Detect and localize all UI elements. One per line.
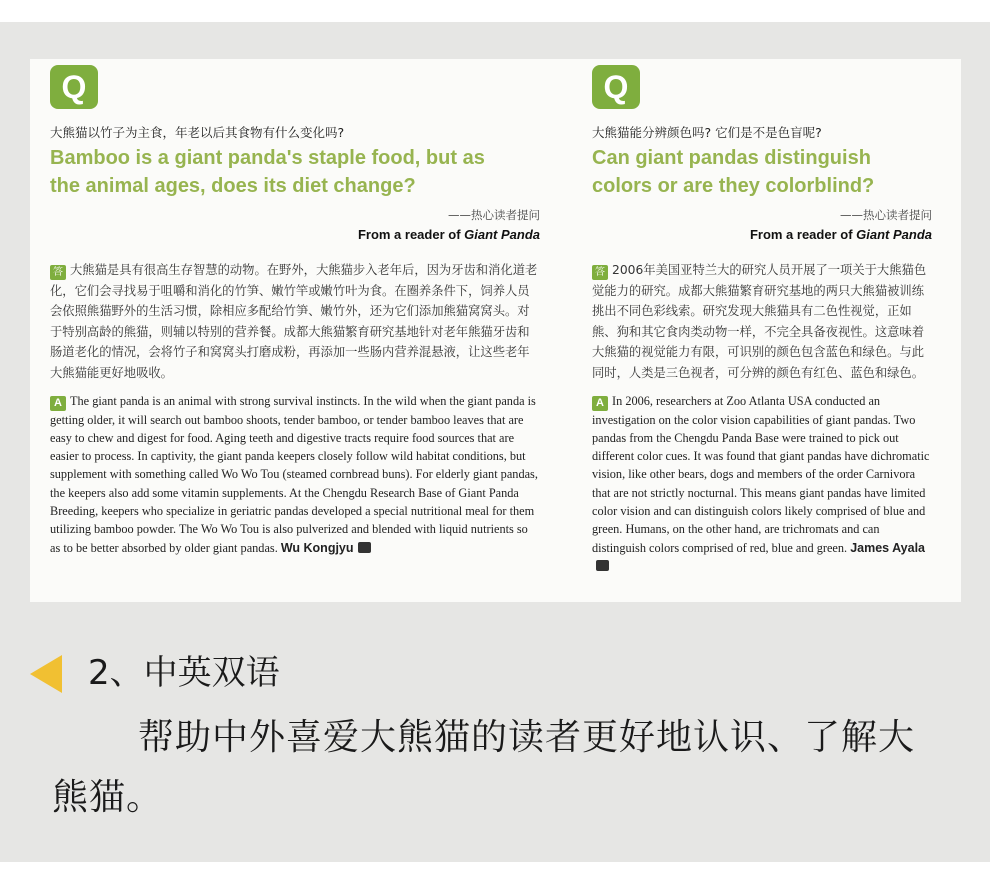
qa-left bbox=[50, 59, 540, 557]
magazine-icon bbox=[596, 560, 609, 571]
question-badge-icon: Q bbox=[592, 65, 640, 109]
question-en: Bamboo is a giant panda's staple food, but as the animal ages, does its diet change? bbox=[50, 147, 485, 197]
bottom-band bbox=[0, 862, 990, 884]
author-name: Wu Kongjyu bbox=[280, 540, 354, 555]
answer-en: A In 2006, researchers at Zoo Atlanta USA conducted an investigation on the color vision capabilities of giant pandas. Two pandas from the Chengdu Panda Base were trained to pick out different color cues. It was found that giant pandas have dichromatic vision, like other bears, dogs and members of the order Carnivora that are not strictly nocturnal. This means giant pandas have limited color vision and can distinguish colors likely comprised of blue and green. Humans, on the other hand, are trichromats and can distinguish colors comprised of red, blue and green. James Ayala bbox=[592, 392, 932, 576]
answer-mark-icon: A bbox=[50, 396, 66, 411]
question-en: Can giant pandas distinguish colors or are they colorblind? bbox=[592, 147, 875, 197]
magazine-icon bbox=[358, 542, 371, 553]
answer-mark-icon: 答 bbox=[50, 265, 66, 280]
question-cn: 大熊猫能分辨颜色吗? 它们是不是色盲呢? bbox=[592, 125, 822, 140]
question-cn: 大熊猫以竹子为主食，年老以后其食物有什么变化吗? bbox=[50, 125, 345, 140]
reader-en: From a reader of Giant Panda bbox=[749, 227, 932, 242]
question-badge-icon: Q bbox=[50, 65, 98, 109]
author-name: James Ayala bbox=[850, 540, 926, 555]
answer-cn: 答 2006年美国亚特兰大的研究人员开展了一项关于大熊猫色觉能力的研究。成都大熊猫繁育研究基地的两只大熊猫被训练挑出不同色彩线索。研究发现大熊猫具有二色性视觉，正如熊、狗和其它食肉类动物一样，不完全具备夜视性。这意味着大熊猫的视觉能力有限，可识别的颜色包含蓝色和绿色。与此同时，人类是三色视者，可分辨的颜色有红色、蓝色和绿色。 bbox=[592, 263, 927, 380]
answer-cn: 答 大熊猫是具有很高生存智慧的动物。在野外，大熊猫步入老年后，因为牙齿和消化道老化，它们会寻找易于咀嚼和消化的竹笋、嫩竹竿或嫩竹叶为食。在圈养条件下，饲养人员会依照熊猫野外的生活习惯，除相应多配给竹笋、嫩竹外，还为它们添加熊猫窝窝头。对于特别高龄的熊猫，则辅以特别的营养餐。成都大熊猫繁育研究基地针对老年熊猫牙齿和肠道老化的情况，会将竹子和窝窝头打磨成粉，再添加一些肠内营养混悬液，让这些老年大熊猫能更好地吸收。 bbox=[50, 263, 538, 380]
qa-right bbox=[592, 59, 932, 575]
section-heading: 2、中英双语 bbox=[88, 653, 280, 693]
triangle-left-icon bbox=[30, 655, 62, 693]
magazine-page bbox=[30, 59, 961, 602]
answer-mark-icon: 答 bbox=[592, 265, 608, 280]
reader-cn: ——热心读者提问 bbox=[840, 208, 932, 222]
reader-cn: ——热心读者提问 bbox=[448, 208, 540, 222]
answer-mark-icon: A bbox=[592, 396, 608, 411]
reader-en: From a reader of Giant Panda bbox=[357, 227, 540, 242]
section-body: 帮助中外喜爱大熊猫的读者更好地认识、了解大熊猫。 bbox=[52, 717, 916, 818]
top-band bbox=[0, 0, 990, 22]
answer-en: A The giant panda is an animal with strong survival instincts. In the wild when the giant panda is getting older, it will search out bamboo shoots, tender bamboo, or tender bamboo leaves that are easy to chew and digest for food. Aging teeth and digestive tracts require food sources that are easier to process. In captivity, the giant panda keepers closely follow wild habitat conditions, but supplement with something called Wo Wo Tou (steamed cornbread buns). For elderly giant pandas, the keepers also add some vitamin supplements. At the Chengdu Research Base of Giant Panda Breeding, keepers who specialize in geriatric pandas developed a special nutritional meal for them utilizing bamboo powder. The Wo Wo Tou is also pulverized and blended with liquid nutrients so as to be better absorbed by older giant pandas. Wu Kongjyu bbox=[50, 393, 538, 555]
